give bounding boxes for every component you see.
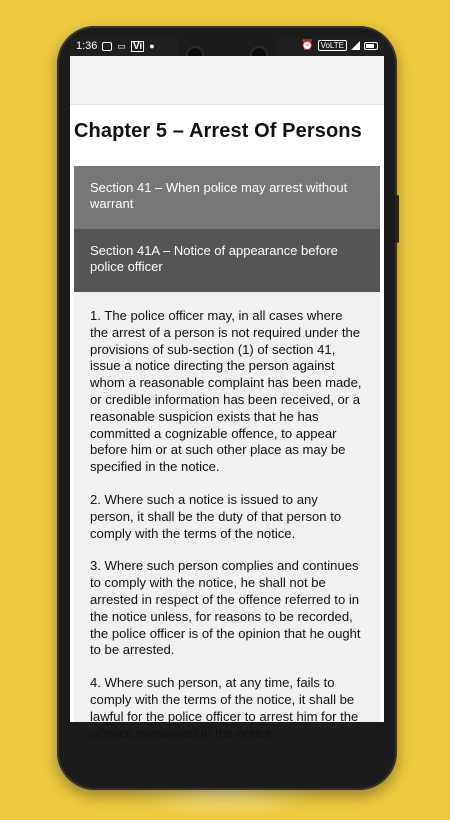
page-title: Chapter 5 – Arrest Of Persons xyxy=(74,120,362,142)
section-content xyxy=(74,292,380,741)
status-right xyxy=(301,40,378,51)
power-button xyxy=(395,195,399,243)
app-screen xyxy=(70,38,384,741)
section-41-item[interactable] xyxy=(74,166,380,229)
notes-icon xyxy=(102,42,112,51)
alarm-icon: ⏰ xyxy=(301,40,314,51)
content-paragraph: 4. Where such person, at any time, fails to comply with the terms of the notice, it shall be lawful for the police officer to arrest him for the offence mentioned in the notice. xyxy=(90,675,359,741)
content-paragraph: 1. The police officer may, in all cases where the arrest of a person is not required under the provisions of sub-section (1) of section 41, issue a notice directing the person against whom a reasonable complaint has been made, or credible information has been received, or a reasonable suspicion exists that he has committed a cognizable offence, to appear before him or at such other place as may be specified in the notice. xyxy=(90,308,362,475)
tv-icon: ▭ xyxy=(117,40,126,51)
vi-icon: Vi xyxy=(132,40,143,52)
signal-icon xyxy=(351,41,360,50)
status-left xyxy=(76,40,155,52)
battery-icon xyxy=(364,42,378,50)
section-41a-item[interactable] xyxy=(74,229,380,292)
volte-icon: VoLTE xyxy=(318,40,347,51)
section-label: Section 41 – When police may arrest without warrant xyxy=(90,180,348,211)
section-label: Section 41A – Notice of appearance before police officer xyxy=(90,243,338,274)
app-top-bar xyxy=(70,56,384,105)
content-paragraph: 3. Where such person complies and continues to comply with the notice, he shall not be arrested in respect of the offence referred to in the notice unless, for reasons to be recorded, the police officer is of the opinion that he ought to be arrested. xyxy=(90,558,361,658)
dot-icon: ● xyxy=(149,41,155,51)
status-time: 1:36 xyxy=(76,40,98,52)
content-paragraph: 2. Where such a notice is issued to any person, it shall be the duty of that person to comply with the terms of the notice. xyxy=(90,491,342,541)
